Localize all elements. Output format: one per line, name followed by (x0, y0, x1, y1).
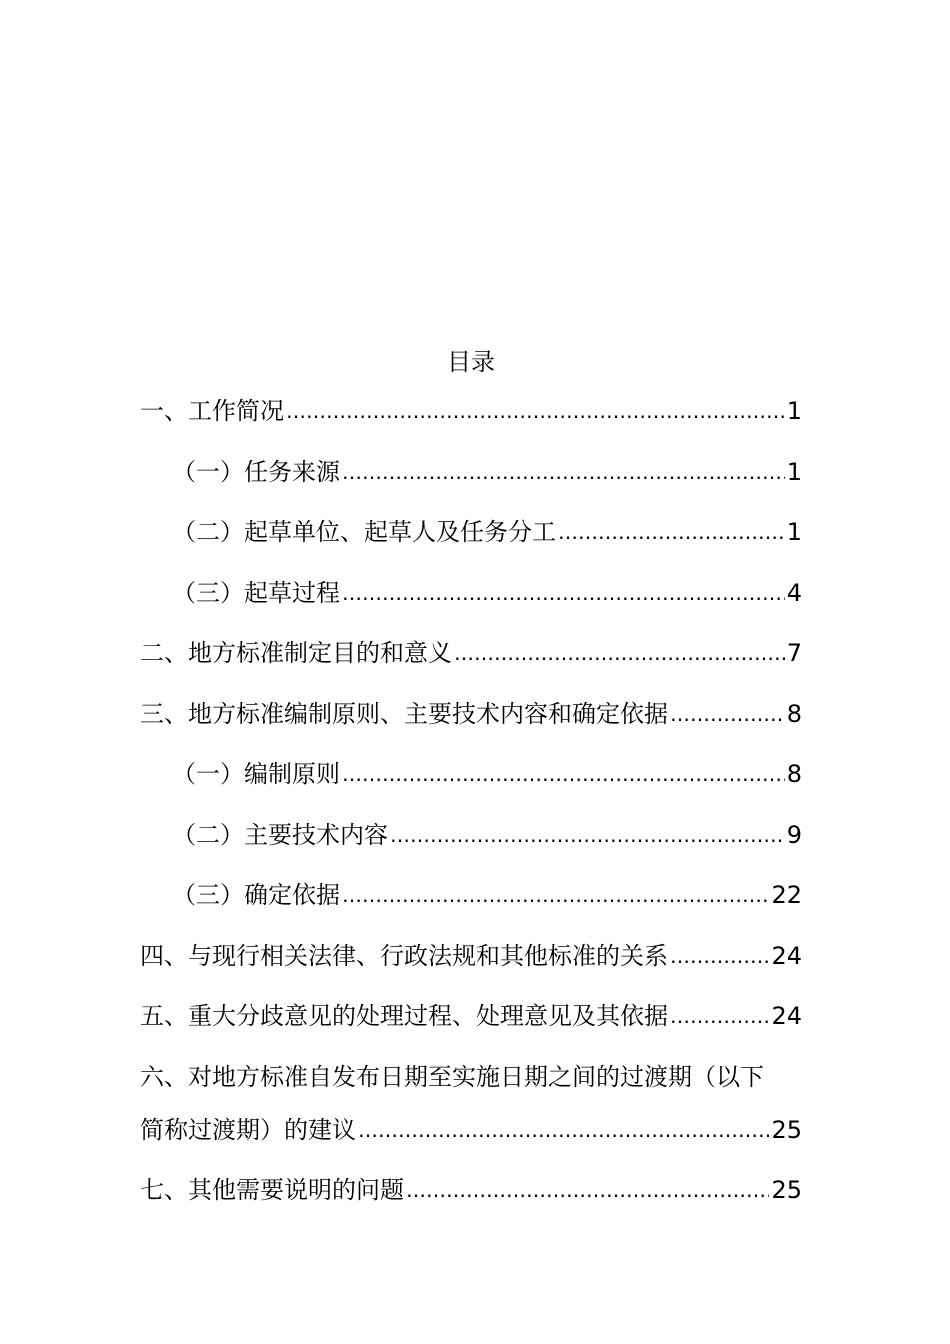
toc-entry[interactable] (140, 576, 802, 610)
toc-title: 目录 (447, 348, 495, 376)
toc-entry-label-line1: 六、对地方标准自发布日期至实施日期之间的过渡期（以下 (140, 1062, 764, 1091)
dot-leader (342, 757, 785, 791)
toc-entry-label-line2: 简称过渡期）的建议 (140, 1115, 356, 1144)
toc-entry[interactable] (140, 1060, 802, 1147)
toc-entry[interactable] (140, 999, 802, 1033)
toc-entry[interactable] (140, 515, 802, 549)
toc-entry-label: （二）起草单位、起草人及任务分工 (172, 518, 556, 546)
toc-entry[interactable] (140, 636, 802, 670)
toc-entry-page: 24 (771, 1002, 802, 1030)
dot-leader (390, 818, 785, 852)
toc-entry[interactable] (140, 1173, 802, 1207)
toc-entry-label: （一）编制原则 (172, 760, 340, 788)
toc-entry-label: 一、工作简况 (140, 397, 284, 425)
dot-leader (342, 576, 785, 610)
toc-entry-page: 8 (786, 699, 802, 728)
dot-leader (406, 1173, 769, 1207)
toc-entry-label: 七、其他需要说明的问题 (140, 1176, 404, 1204)
toc-entry-page: 7 (786, 639, 802, 667)
toc-entry[interactable] (140, 697, 802, 731)
toc-entry[interactable] (140, 394, 802, 428)
toc-entry-page: 25 (771, 1176, 802, 1204)
toc-entry-label: （一）任务来源 (172, 457, 340, 486)
dot-leader (670, 697, 785, 731)
dot-leader (670, 939, 769, 973)
toc-entry-label: （二）主要技术内容 (172, 820, 388, 849)
toc-entry-page: 22 (771, 881, 802, 909)
toc-entry-page: 8 (786, 760, 802, 788)
dot-leader (342, 878, 769, 912)
toc-entry-second-line (140, 1113, 802, 1147)
toc-entry-label: 三、地方标准编制原则、主要技术内容和确定依据 (140, 699, 668, 728)
toc-entry-page: 1 (786, 457, 802, 486)
toc-entry[interactable] (140, 757, 802, 791)
toc-entry[interactable] (140, 878, 802, 912)
toc-entry[interactable] (140, 939, 802, 973)
toc-entry-page: 25 (771, 1115, 802, 1144)
toc-list (140, 394, 802, 1207)
dot-leader (342, 455, 785, 489)
toc-entry-label: （三）起草过程 (172, 578, 340, 607)
dot-leader (454, 636, 785, 670)
toc-entry-label: （三）确定依据 (172, 881, 340, 909)
toc-entry-label: 二、地方标准制定目的和意义 (140, 639, 452, 667)
toc-entry-page: 1 (786, 518, 802, 546)
toc-entry-page: 1 (786, 397, 802, 425)
toc-entry-page: 9 (786, 820, 802, 849)
dot-leader (670, 999, 769, 1033)
dot-leader (558, 515, 785, 549)
toc-entry-label: 五、重大分歧意见的处理过程、处理意见及其依据 (140, 1002, 668, 1030)
toc-entry-page: 24 (771, 941, 802, 970)
toc-entry-label: 四、与现行相关法律、行政法规和其他标准的关系 (140, 941, 668, 970)
toc-entry-page: 4 (786, 578, 802, 607)
dot-leader (358, 1113, 769, 1147)
toc-entry[interactable] (140, 818, 802, 852)
table-of-contents (140, 342, 802, 1234)
toc-entry[interactable] (140, 455, 802, 489)
dot-leader (286, 394, 785, 428)
